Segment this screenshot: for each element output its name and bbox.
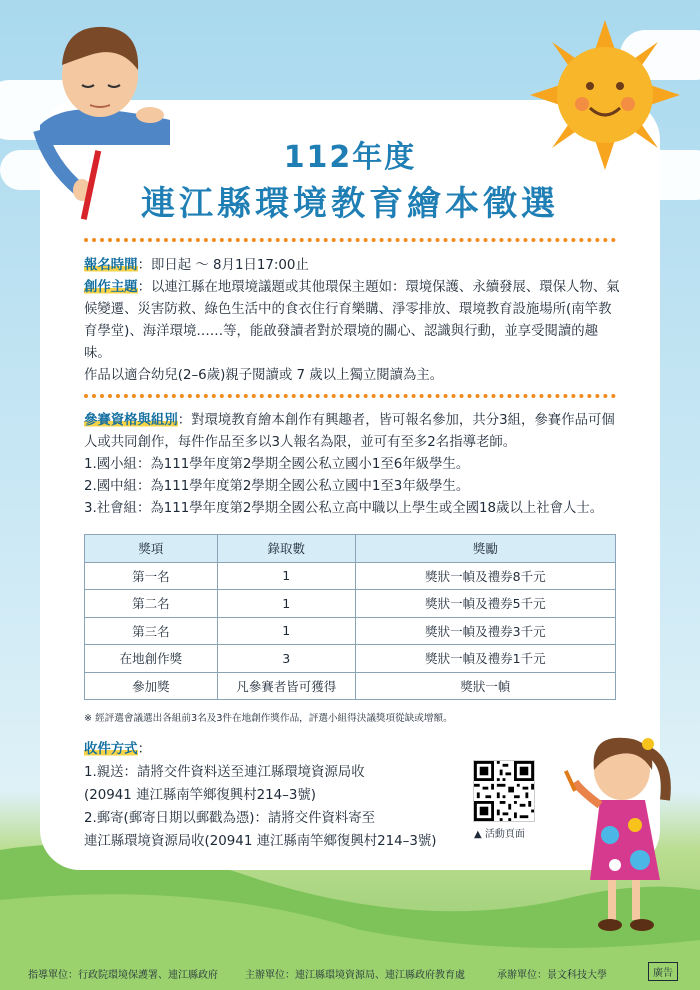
eligibility-text: ：對環境教育繪本創作有興趣者，皆可報名參加，共分3組，參賽作品可個人或共同創作，每件作品至多以3人報名為限，並可有至多2名指導老師。	[84, 413, 615, 450]
submission-line: 連江縣環境資源局收(20941 連江縣南竿鄉復興村214–3號)	[84, 834, 437, 849]
group-item: 1.國小組：為111學年度第2學期全國公私立國小1至6年級學生。	[84, 457, 470, 472]
registration-time-label: 報名時間	[84, 258, 138, 273]
header-reward: 獎勵	[355, 535, 615, 563]
award-name: 在地創作獎	[85, 645, 218, 673]
submission-section	[84, 738, 464, 853]
year-title: 112年度	[283, 140, 417, 175]
creation-theme-text: ：以連江縣在地環境議題或其他環保主題如：環境保護、永續發展、環保人物、氣候變遷、災害防救、綠色生活中的食衣住行育樂購、淨零排放、環境教育設施場所(南竿教育學堂)、海洋環境……等，能啟發讀者對於環境的關心、認識與行動，並享受閱讀的趣味。	[84, 280, 620, 361]
submission-colon: ：	[137, 742, 151, 757]
creation-theme-label: 創作主題	[84, 280, 138, 295]
girl-illustration	[560, 730, 700, 950]
award-count: 1	[217, 617, 355, 645]
award-name: 參加獎	[85, 672, 218, 700]
header-count: 錄取數	[217, 535, 355, 563]
eligibility-label: 參賽資格與組別	[84, 413, 178, 428]
audience-text: 作品以適合幼兒(2–6歲)親子閱讀或 7 歲以上獨立閱讀為主。	[84, 368, 444, 383]
submission-label: 收件方式	[84, 742, 138, 757]
creation-theme	[84, 277, 620, 365]
eligibility	[84, 410, 620, 454]
submission-heading	[84, 738, 464, 761]
main-title: 連江縣環境教育繪本徵選	[141, 184, 559, 224]
footer-guide-unit: 指導單位：行政院環境保護署、連江縣政府	[28, 970, 218, 981]
submission-line: 2.郵寄(郵寄日期以郵戳為憑)：請將交件資料寄至	[84, 811, 376, 826]
footer-host-unit: 主辦單位：連江縣環境資源局、連江縣政府教育處	[245, 970, 465, 981]
awards-note: ※ 經評選會議選出各組前3名及3件在地創作獎作品，評選小組得決議獎項從缺或增額。	[84, 713, 453, 724]
submission-line: 1.親送：請將交件資料送至連江縣環境資源局收	[84, 765, 365, 780]
award-reward: 獎狀一幀	[355, 672, 615, 700]
table-row	[85, 617, 616, 645]
dotted-divider	[84, 238, 616, 242]
footer-organizer-unit: 承辦單位：景文科技大學	[497, 970, 607, 981]
table-row	[85, 562, 616, 590]
award-name: 第二名	[85, 590, 218, 618]
table-row	[85, 590, 616, 618]
table-row	[85, 672, 616, 700]
award-count: 1	[217, 590, 355, 618]
registration-theme-section	[84, 255, 620, 387]
table-header-row	[85, 535, 616, 563]
group-item: 3.社會組：為111學年度第2學期全國公私立高中職以上學生或全國18歲以上社會人士。	[84, 501, 604, 516]
header-award: 獎項	[85, 535, 218, 563]
award-count: 3	[217, 645, 355, 673]
qr-caption: ▲ 活動頁面	[474, 829, 525, 840]
registration-time	[84, 255, 620, 277]
submission-line: (20941 連江縣南竿鄉復興村214–3號)	[84, 788, 316, 803]
awards-table	[84, 534, 616, 700]
eligibility-section	[84, 410, 620, 520]
dotted-divider	[84, 394, 616, 398]
registration-time-text: ：即日起 ～ 8月1日17:00止	[137, 258, 309, 273]
award-count: 凡參賽者皆可獲得	[217, 672, 355, 700]
table-row	[85, 645, 616, 673]
award-name: 第一名	[85, 562, 218, 590]
qr-code-pattern	[474, 761, 534, 821]
award-name: 第三名	[85, 617, 218, 645]
award-reward: 獎狀一幀及禮券5千元	[355, 590, 615, 618]
qr-code[interactable]	[473, 760, 535, 822]
award-count: 1	[217, 562, 355, 590]
ad-badge: 廣告	[648, 962, 678, 981]
award-reward: 獎狀一幀及禮券3千元	[355, 617, 615, 645]
award-reward: 獎狀一幀及禮券8千元	[355, 562, 615, 590]
award-reward: 獎狀一幀及禮券1千元	[355, 645, 615, 673]
group-item: 2.國中組：為111學年度第2學期全國公私立國中1至3年級學生。	[84, 479, 470, 494]
